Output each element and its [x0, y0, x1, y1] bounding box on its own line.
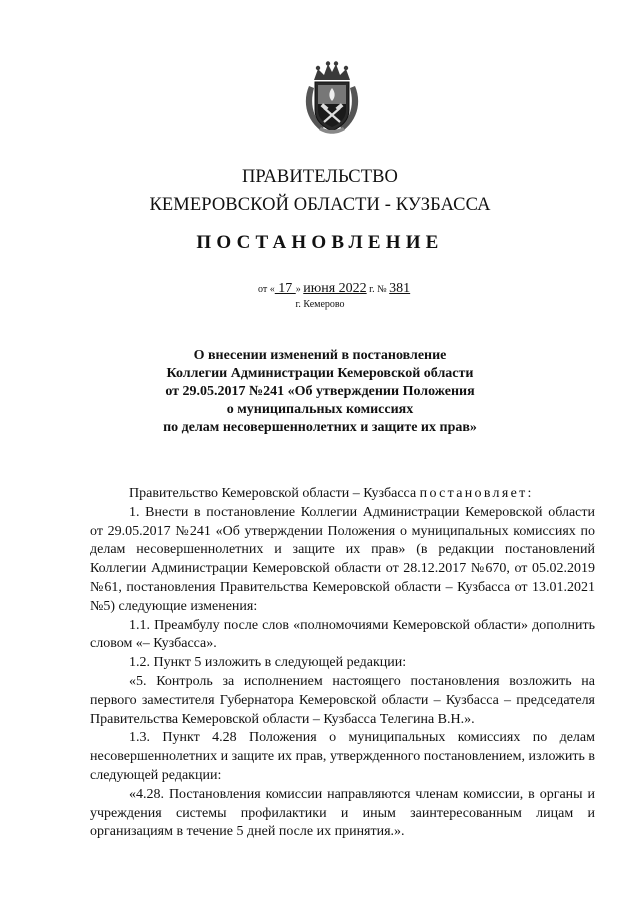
paragraph-1-2-quote: «5. Контроль за исполнением настоящего постановления возложить на первого заместителя Губернатора Кемеровской области – Кузбасса – председателя Правительства Кемеровской области – Кузбасса Телегина В.Н.».	[90, 673, 595, 727]
document-body	[90, 485, 595, 842]
heading-line: О внесении изменений в постановление	[193, 348, 447, 363]
intro-text: Правительство Кемеровской области – Кузбасса	[129, 486, 420, 501]
paragraph-1-3: 1.3. Пункт 4.28 Положения о муниципальных комиссиях по делам несовершеннолетних и защите их прав, утвержденного постановлением, изложить в следующей редакции:	[90, 730, 595, 783]
number-label: №	[374, 284, 390, 295]
heading-line: по делам несовершеннолетних и защите их прав»	[163, 420, 477, 435]
document-date-number	[258, 281, 410, 297]
intro-paragraph	[90, 485, 595, 504]
date-month-year: июня 2022	[303, 281, 367, 296]
date-quote-close: »	[295, 284, 304, 295]
paragraph-1-3-quote: «4.28. Постановления комиссии направляются членам комиссии, в органы и учреждения системы профилактики и иным заинтересованным лицам и организациям в течение 5 дней после их принятия.».	[90, 786, 595, 840]
paragraph-1: 1. Внести в постановление Коллегии Администрации Кемеровской области от 29.05.2017 №241 «Об утверждении Положения о муниципальных комиссиях по делам несовершеннолетних и защите их прав» (в редакции постановлений Коллегии Администрации Кемеровской области от 28.12.2017 №670, от 05.02.2019 №61, постановления Правительства Кемеровской области – Кузбасса от 13.01.2021 №5) следующие изменения:	[90, 504, 595, 614]
coat-of-arms-icon	[300, 60, 364, 136]
date-day: 17	[274, 281, 296, 296]
paragraph-1-2: 1.2. Пункт 5 изложить в следующей редакции:	[129, 655, 407, 671]
year-suffix: г.	[366, 284, 375, 295]
document-city: г. Кемерово	[295, 299, 345, 310]
document-number: 381	[389, 281, 411, 296]
document-type: ПОСТАНОВЛЕНИЕ	[196, 232, 444, 253]
heading-line: о муниципальных комиссиях	[226, 402, 414, 417]
government-title-line-1: ПРАВИТЕЛЬСТВО	[241, 167, 399, 187]
intro-resolves: постановляет:	[419, 486, 534, 501]
document-heading	[0, 347, 640, 437]
government-title-line-2: КЕМЕРОВСКОЙ ОБЛАСТИ - КУЗБАССА	[149, 195, 491, 215]
date-from-label: от «	[258, 284, 275, 295]
heading-line: Коллегии Администрации Кемеровской области	[166, 366, 474, 381]
heading-line: от 29.05.2017 №241 «Об утверждении Положения	[165, 384, 475, 399]
paragraph-1-1: 1.1. Преамбулу после слов «полномочиями Кемеровской области» дополнить словом «– Кузбасса».	[90, 617, 595, 652]
